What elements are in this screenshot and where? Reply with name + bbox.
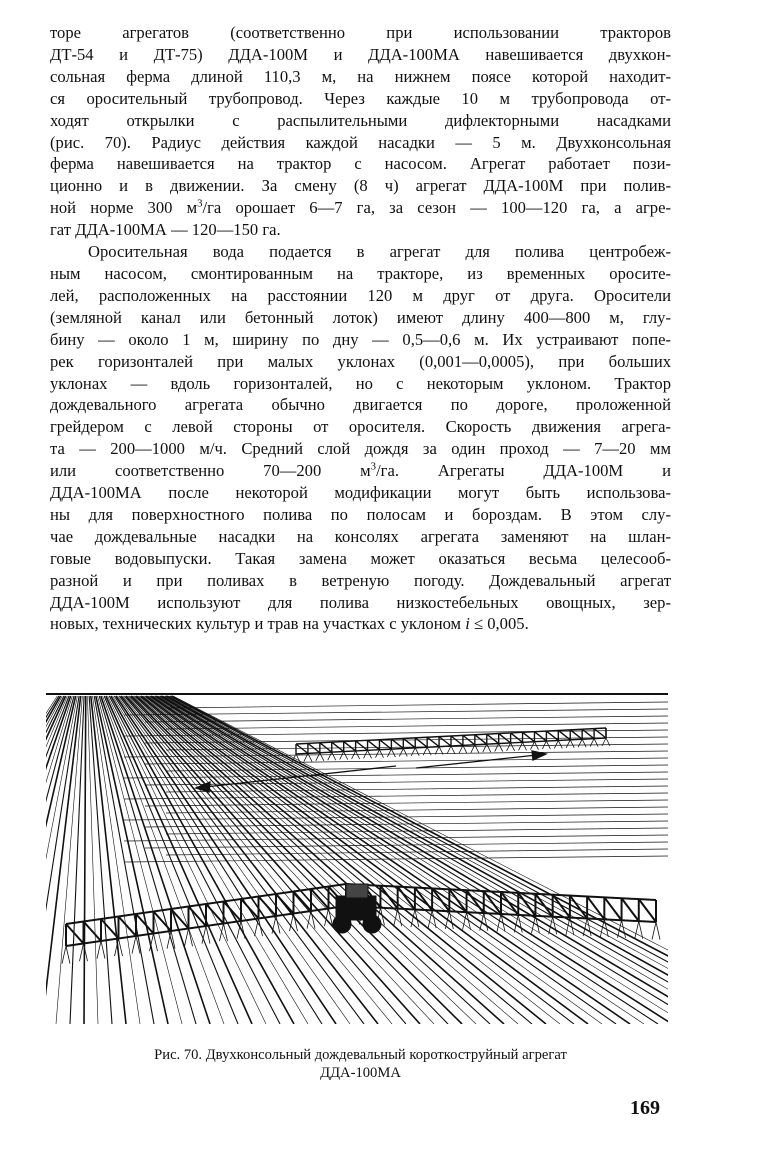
caption-line-2: ДДА-100МА (320, 1065, 401, 1081)
text-segment: /га. Агрегаты ДДА-100М и (376, 461, 671, 481)
text-segment: ≤ 0,005. (469, 614, 529, 634)
paragraph-1 (50, 22, 671, 241)
text-line: чае дождевальные насадки на консолях агрегата заменяют на шлан- (50, 526, 671, 546)
text-line: говые водовыпуски. Такая замена может оказаться весьма целесооб- (50, 548, 671, 568)
caption-line-1: Рис. 70. Двухконсольный дождевальный короткоструйный агрегат (154, 1047, 567, 1063)
text-line (50, 460, 671, 482)
text-line: ферма навешивается на трактор с насосом. Агрегат работает пози- (50, 154, 671, 174)
text-line: Оросительная вода подается в агрегат для полива центробеж- (88, 242, 671, 262)
text-line: торе агрегатов (соответственно при использовании тракторов (50, 23, 671, 42)
text-line (50, 197, 671, 219)
text-line: рек горизонталей при малых уклонах (0,001—0,0005), при больших (50, 351, 671, 371)
paragraph-2 (50, 241, 671, 635)
text-segment: или соответственно 70—200 м (50, 461, 371, 481)
text-line: ся оросительный трубопровод. Через каждые 10 м трубопровода от- (50, 88, 671, 108)
text-line: лей, расположенных на расстоянии 120 м друг от друга. Оросители (50, 285, 671, 305)
superscript: 3 (197, 197, 203, 210)
superscript: 3 (370, 460, 377, 473)
text-line: та — 200—1000 м/ч. Средний слой дождя за один проход — 7—20 мм (50, 439, 671, 459)
text-segment: /га орошает 6—7 га, за сезон — 100—120 га, а агре- (202, 198, 671, 218)
text-line: ны для поверхностного полива по полосам и бороздам. В этом слу- (50, 504, 671, 524)
text-line: разной и при поливах в ветреную погоду. Дождевальный агрегат (50, 570, 671, 590)
text-line: уклонах — вдоль горизонталей, но с некоторым уклоном. Трактор (50, 373, 671, 393)
text-segment: ной норме 300 м (50, 198, 198, 218)
figure-caption (50, 1046, 671, 1082)
text-line: ДТ-54 и ДТ-75) ДДА-100М и ДДА-100МА навешивается двухкон- (50, 44, 671, 64)
italic-symbol: i (465, 614, 470, 634)
text-line: (земляной канал или бетонный лоток) имеют длину 400—800 м, глу- (50, 307, 671, 327)
text-segment: новых, технических культур и трав на участках с уклоном (50, 614, 466, 634)
text-line: ДДА-100М используют для полива низкостебельных овощных, зер- (50, 592, 671, 612)
text-line (50, 613, 671, 635)
text-line: ДДА-100МА после некоторой модификации могут быть использова- (50, 483, 671, 503)
text-line: сольная ферма длиной 110,3 м, на нижнем поясе которой находит- (50, 66, 671, 86)
body-text (50, 22, 671, 635)
figure-70-illustration (46, 688, 668, 1024)
page-number: 169 (630, 1097, 660, 1119)
text-line: грейдером с левой стороны от оросителя. Скорость движения агрега- (50, 417, 671, 437)
text-line: бину — около 1 м, ширину по дну — 0,5—0,6 м. Их устраивают попе- (50, 329, 671, 349)
text-line: гат ДДА-100МА — 120—150 га. (50, 220, 281, 240)
text-line: ционно и в движении. За смену (8 ч) агрегат ДДА-100М при полив- (50, 176, 671, 196)
text-line: ным насосом, смонтированным на тракторе, из временных оросите- (50, 263, 671, 283)
text-line: (рис. 70). Радиус действия каждой насадки — 5 м. Двухконсольная (50, 132, 671, 152)
text-line: ходят открылки с распылительными дифлекторными насадками (50, 110, 671, 130)
text-line: дождевального агрегата обычно двигается по дороге, проложенной (50, 395, 671, 415)
